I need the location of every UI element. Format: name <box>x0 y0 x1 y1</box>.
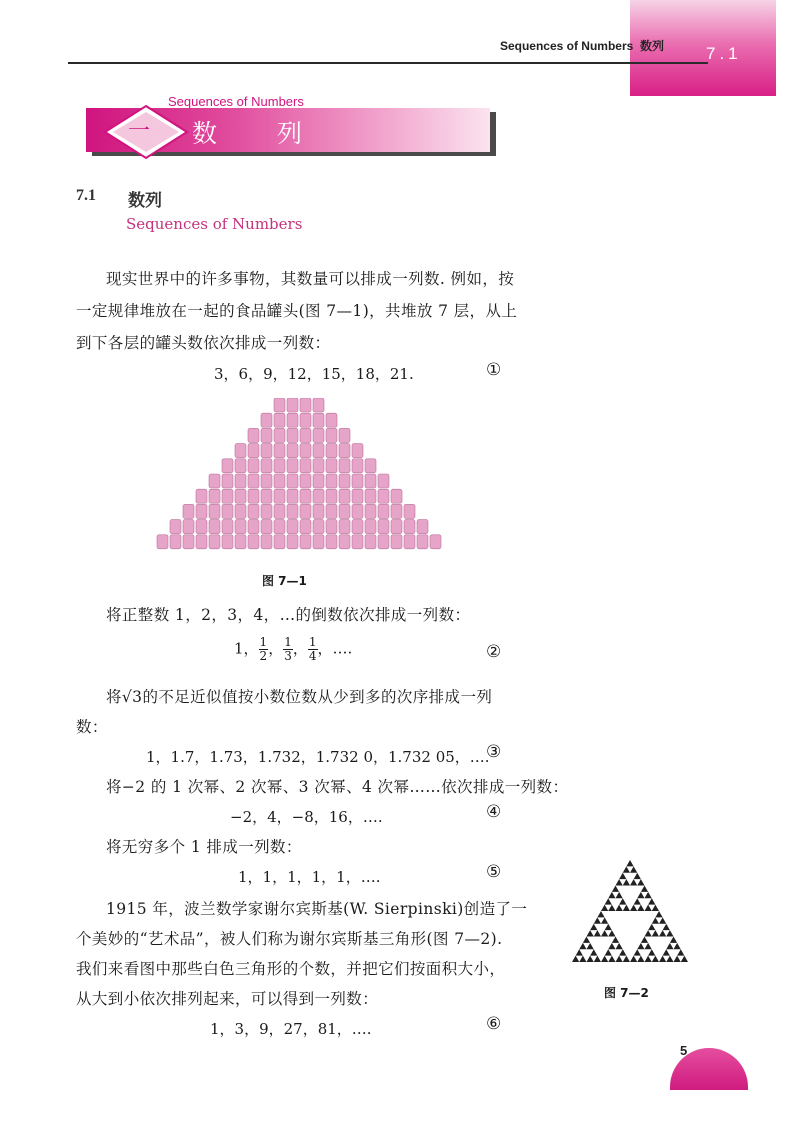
can <box>300 520 311 534</box>
equation-marker-5: ⑤ <box>486 862 502 882</box>
can <box>326 459 337 473</box>
can <box>378 520 389 534</box>
can <box>339 428 350 442</box>
paragraph-line: 将无穷多个 1 排成一列数： <box>106 838 302 856</box>
can <box>222 489 233 503</box>
can <box>365 520 376 534</box>
can <box>170 535 181 549</box>
can <box>326 504 337 518</box>
can <box>196 504 207 518</box>
can <box>365 459 376 473</box>
can <box>183 535 194 549</box>
can <box>274 535 285 549</box>
can <box>261 535 272 549</box>
can <box>352 504 363 518</box>
can <box>287 428 298 442</box>
can <box>248 489 259 503</box>
can <box>157 535 168 549</box>
can <box>352 444 363 458</box>
equation-6: 1，3，9，27，81，…. <box>210 1020 372 1038</box>
can <box>326 489 337 503</box>
can <box>209 474 220 488</box>
can <box>313 535 324 549</box>
can <box>274 489 285 503</box>
can <box>209 520 220 534</box>
paragraph-line: 个美妙的“艺术品”，被人们称为谢尔宾斯基三角形(图 7—2). <box>76 930 503 948</box>
can <box>248 459 259 473</box>
can <box>391 520 402 534</box>
can <box>391 504 402 518</box>
paragraph-line: 将√3的不足近似值按小数位数从少到多的次序排成一列 <box>106 688 493 706</box>
equation-1: 3，6，9，12，15，18，21. <box>214 365 414 383</box>
can <box>326 428 337 442</box>
can <box>196 520 207 534</box>
can <box>339 504 350 518</box>
can <box>339 474 350 488</box>
can <box>248 444 259 458</box>
can <box>300 474 311 488</box>
chapter-title: 数 列 <box>192 119 328 148</box>
can <box>378 535 389 549</box>
can <box>274 413 285 427</box>
can <box>261 428 272 442</box>
can <box>196 535 207 549</box>
can <box>274 459 285 473</box>
banner-edge <box>489 112 496 152</box>
can <box>274 520 285 534</box>
can <box>300 504 311 518</box>
can <box>313 489 324 503</box>
can <box>261 459 272 473</box>
can <box>274 504 285 518</box>
can <box>287 535 298 549</box>
can <box>352 520 363 534</box>
can <box>287 413 298 427</box>
can <box>274 428 285 442</box>
can <box>261 489 272 503</box>
can <box>222 504 233 518</box>
can <box>222 520 233 534</box>
header-section-number: 7.1 <box>706 44 742 63</box>
can <box>326 535 337 549</box>
equation-marker-3: ③ <box>486 742 502 762</box>
can <box>248 535 259 549</box>
can <box>339 489 350 503</box>
can <box>287 489 298 503</box>
can <box>313 398 324 412</box>
can-pyramid-figure <box>150 398 450 553</box>
can <box>261 444 272 458</box>
can <box>365 504 376 518</box>
section-title: 数列 <box>128 191 162 211</box>
can <box>235 535 246 549</box>
equation-marker-4: ④ <box>486 802 502 822</box>
can <box>313 520 324 534</box>
paragraph-line: 现实世界中的许多事物，其数量可以排成一列数. 例如，按 <box>106 270 515 288</box>
can <box>248 504 259 518</box>
figure-caption: 图 7—1 <box>262 574 307 588</box>
can <box>352 489 363 503</box>
equation-4: −2，4，−8，16，…. <box>230 808 383 826</box>
can <box>339 444 350 458</box>
can <box>274 444 285 458</box>
can <box>300 413 311 427</box>
can <box>235 444 246 458</box>
can <box>313 504 324 518</box>
chapter-numeral: 一 <box>128 119 151 144</box>
can <box>352 459 363 473</box>
paragraph-line: 1915 年，波兰数学家谢尔宾斯基(W. Sierpinski)创造了一 <box>106 900 528 918</box>
can <box>300 535 311 549</box>
can <box>287 474 298 488</box>
can <box>378 504 389 518</box>
can <box>339 520 350 534</box>
can <box>248 520 259 534</box>
can <box>352 474 363 488</box>
can <box>274 474 285 488</box>
can <box>404 535 415 549</box>
section-subtitle: Sequences of Numbers <box>126 215 303 233</box>
equation-2: 1， $\frac{1}{2}$ ， $\frac{1}{3}$ ， $\frac{1}{4}$ ，…. <box>234 635 353 663</box>
can <box>378 474 389 488</box>
can <box>313 459 324 473</box>
can <box>417 535 428 549</box>
can <box>365 535 376 549</box>
can <box>326 444 337 458</box>
section-number: 7.1 <box>76 187 96 204</box>
can <box>300 398 311 412</box>
can <box>287 398 298 412</box>
can <box>339 535 350 549</box>
can <box>209 489 220 503</box>
can <box>417 520 428 534</box>
fraction-1-3: $\frac{1}{3}$ <box>284 635 292 663</box>
can <box>391 489 402 503</box>
can <box>209 504 220 518</box>
fraction-1-2: $\frac{1}{2}$ <box>259 635 268 663</box>
can <box>235 504 246 518</box>
can <box>196 489 207 503</box>
can <box>326 474 337 488</box>
equation-marker-2: ② <box>486 642 502 662</box>
can <box>326 413 337 427</box>
can <box>404 520 415 534</box>
can <box>183 520 194 534</box>
sierpinski-triangle-figure <box>570 858 690 964</box>
can <box>222 535 233 549</box>
can <box>248 474 259 488</box>
can <box>287 459 298 473</box>
can <box>261 504 272 518</box>
can <box>313 413 324 427</box>
fraction-1-4: $\frac{1}{4}$ <box>308 635 317 663</box>
can <box>222 459 233 473</box>
paragraph-line: 从大到小依次排列起来，可以得到一列数： <box>76 990 379 1008</box>
paragraph-line: 将正整数 1，2，3，4，…的倒数依次排成一列数： <box>106 606 471 624</box>
can <box>170 520 181 534</box>
can <box>261 520 272 534</box>
can <box>235 489 246 503</box>
can <box>274 398 285 412</box>
page-number: 5 <box>680 1043 688 1058</box>
can <box>287 444 298 458</box>
can <box>300 444 311 458</box>
running-title: Sequences of Numbers 数列 <box>499 39 664 53</box>
can <box>222 474 233 488</box>
can <box>339 459 350 473</box>
can <box>248 428 259 442</box>
can <box>261 474 272 488</box>
chapter-subtitle: Sequences of Numbers <box>168 94 304 109</box>
header-rule <box>68 62 708 64</box>
can <box>235 474 246 488</box>
equation-marker-1: ① <box>486 360 502 380</box>
can <box>391 535 402 549</box>
paragraph-line: 到下各层的罐头数依次排成一列数： <box>76 334 331 352</box>
can <box>209 535 220 549</box>
equation-marker-6: ⑥ <box>486 1014 502 1034</box>
figure-caption: 图 7—2 <box>604 986 649 1000</box>
can <box>352 535 363 549</box>
can <box>313 444 324 458</box>
can <box>300 459 311 473</box>
can <box>287 520 298 534</box>
paragraph-line: 一定规律堆放在一起的食品罐头(图 7—1)，共堆放 7 层，从上 <box>76 302 518 320</box>
can <box>300 489 311 503</box>
can <box>313 428 324 442</box>
can <box>235 520 246 534</box>
can <box>261 413 272 427</box>
can <box>404 504 415 518</box>
can <box>326 520 337 534</box>
paragraph-line: 将−2 的 1 次幂、2 次幂、3 次幂、4 次幂……依次排成一列数： <box>106 778 569 796</box>
paragraph-line: 数： <box>76 718 108 736</box>
equation-3: 1，1.7，1.73，1.732，1.732 0，1.732 05，…. <box>146 748 490 766</box>
paragraph-line: 我们来看图中那些白色三角形的个数，并把它们按面积大小， <box>76 960 506 978</box>
can <box>300 428 311 442</box>
can <box>235 459 246 473</box>
can <box>313 474 324 488</box>
can <box>365 489 376 503</box>
can <box>365 474 376 488</box>
can <box>183 504 194 518</box>
equation-5: 1，1，1，1，1，…. <box>238 868 381 886</box>
can <box>287 504 298 518</box>
can <box>378 489 389 503</box>
can <box>430 535 441 549</box>
